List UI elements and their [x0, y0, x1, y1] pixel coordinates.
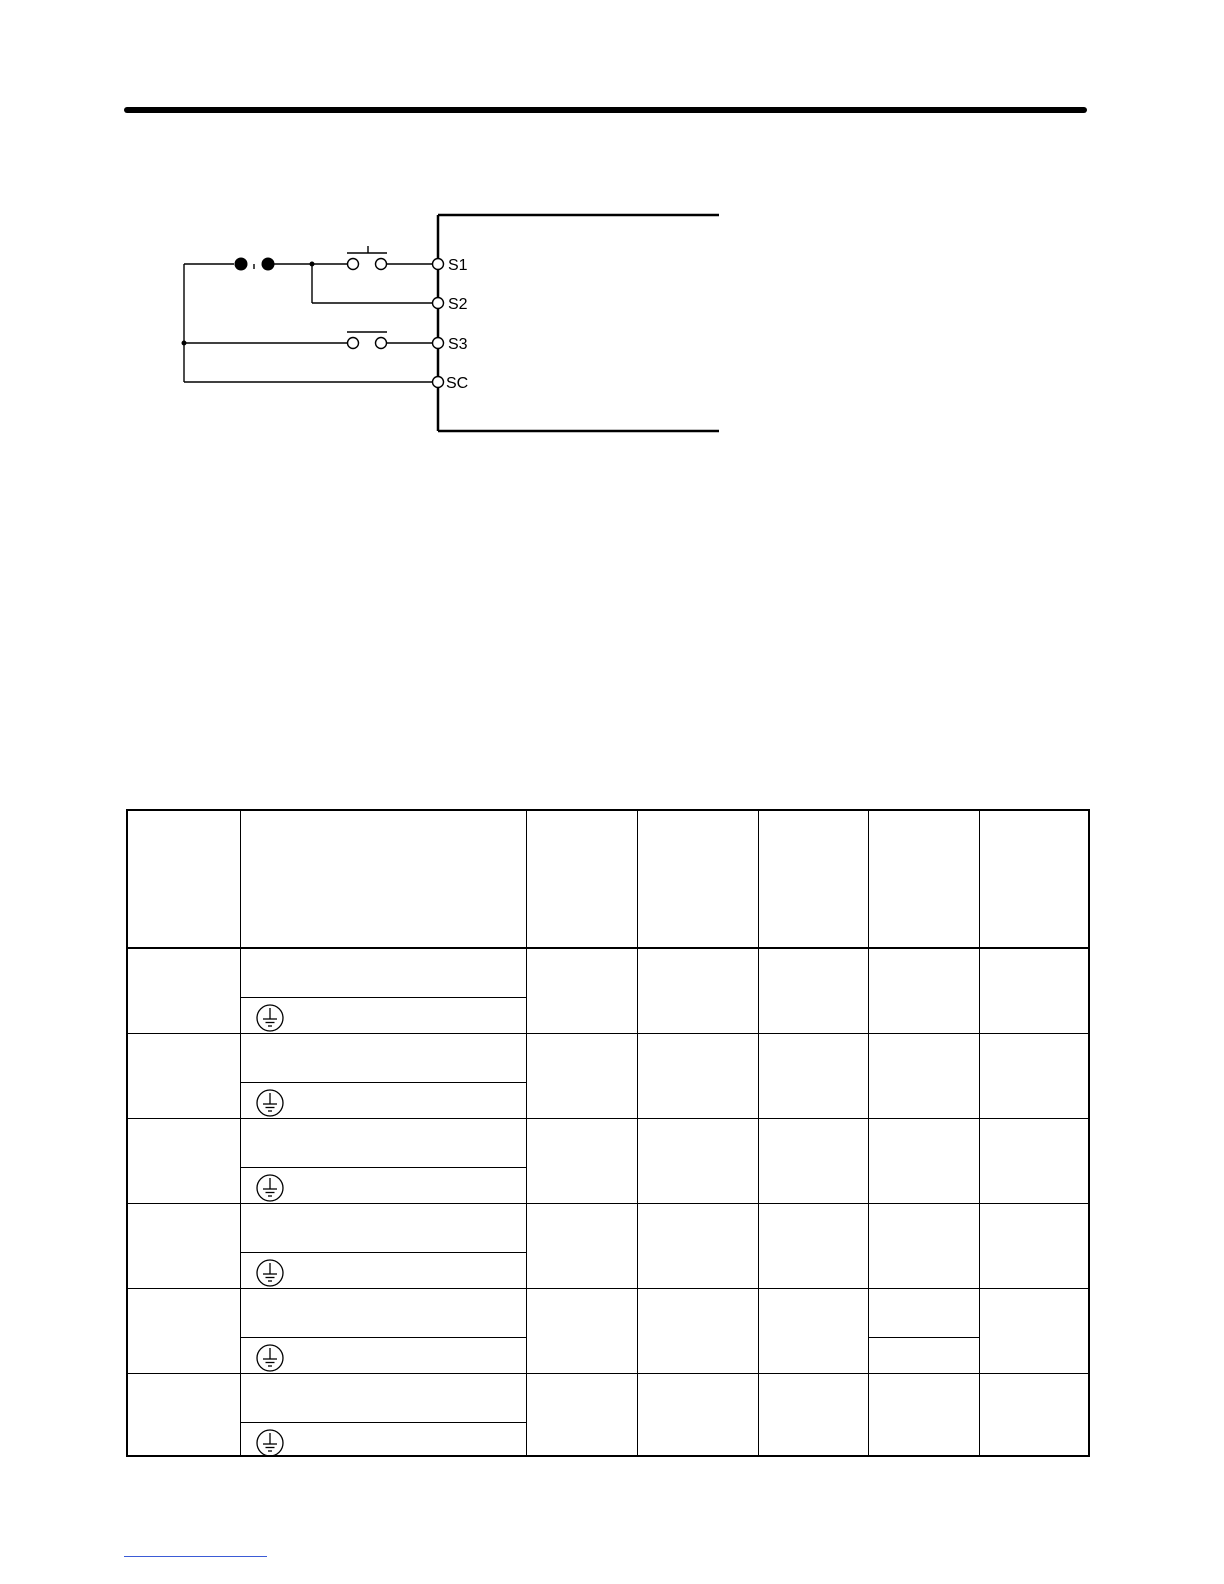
table-row [127, 1373, 1089, 1422]
table-cell [526, 948, 637, 1033]
pushbutton-switch-icon [347, 246, 387, 270]
header-cell [979, 810, 1089, 948]
table-cell [758, 948, 868, 1033]
ground-symbol-icon [255, 1173, 285, 1203]
table-cell [758, 1288, 868, 1373]
table-cell [526, 1373, 637, 1456]
table-cell [868, 1337, 979, 1373]
table-cell [526, 1288, 637, 1373]
junction-dot [182, 341, 187, 346]
table-cell [526, 1203, 637, 1288]
table-cell [637, 1118, 758, 1203]
terminal-label: S2 [448, 296, 468, 313]
table-cell [240, 1203, 526, 1252]
table-row [127, 1288, 1089, 1337]
wiring-lines [184, 264, 432, 382]
table-header-row [127, 810, 1089, 948]
table-cell [637, 1033, 758, 1118]
table-cell [127, 1033, 240, 1118]
table-cell [526, 1033, 637, 1118]
table-row [127, 1203, 1089, 1252]
terminal-label: S1 [448, 257, 468, 274]
table-cell [758, 1118, 868, 1203]
table-cell [637, 1373, 758, 1456]
header-cell [240, 810, 526, 948]
table-cell [526, 1118, 637, 1203]
header-cell [526, 810, 637, 948]
terminal-label: SC [446, 375, 469, 392]
header-cell [127, 810, 240, 948]
table-cell [868, 1373, 979, 1456]
table-cell [637, 948, 758, 1033]
ground-cell [240, 1082, 526, 1118]
terminal-label: S3 [448, 336, 468, 353]
ground-cell [240, 1337, 526, 1373]
ground-symbol-icon [255, 1003, 285, 1033]
table-cell [127, 948, 240, 1033]
table-cell [637, 1288, 758, 1373]
table-cell [868, 1203, 979, 1288]
table-cell [758, 1373, 868, 1456]
table-cell [868, 1033, 979, 1118]
table-cell [127, 1373, 240, 1456]
ground-symbol-icon [255, 1428, 285, 1458]
header-cell [868, 810, 979, 948]
controller-block [438, 215, 719, 431]
table-cell [127, 1288, 240, 1373]
switch-icon [347, 332, 387, 349]
table-cell [240, 948, 526, 997]
table-cell [868, 948, 979, 1033]
spec-table [126, 809, 1090, 1457]
table-row [127, 1118, 1089, 1167]
table-cell [979, 1288, 1089, 1373]
header-cell [758, 810, 868, 948]
table-cell [240, 1288, 526, 1337]
ground-symbol-icon [255, 1343, 285, 1373]
ground-cell [240, 1422, 526, 1456]
table-cell [758, 1033, 868, 1118]
header-cell [637, 810, 758, 948]
table-cell [979, 1203, 1089, 1288]
table-cell [979, 948, 1089, 1033]
ground-cell [240, 1252, 526, 1288]
table-row [127, 948, 1089, 997]
nc-contact-icon [235, 258, 275, 271]
table-cell [758, 1203, 868, 1288]
table-cell [240, 1118, 526, 1167]
ground-cell [240, 997, 526, 1033]
ground-symbol-icon [255, 1088, 285, 1118]
ground-cell [240, 1167, 526, 1203]
junction-dot [310, 262, 315, 267]
footer-link-underline[interactable] [124, 1556, 267, 1557]
table-cell [868, 1288, 979, 1337]
table-row [127, 1033, 1089, 1082]
table-cell [127, 1203, 240, 1288]
table-cell [240, 1373, 526, 1422]
ground-symbol-icon [255, 1258, 285, 1288]
wiring-diagram [0, 0, 1224, 470]
table-cell [637, 1203, 758, 1288]
table-cell [979, 1118, 1089, 1203]
table-cell [127, 1118, 240, 1203]
table-cell [979, 1373, 1089, 1456]
table-cell [979, 1033, 1089, 1118]
table-cell [240, 1033, 526, 1082]
table-cell [868, 1118, 979, 1203]
